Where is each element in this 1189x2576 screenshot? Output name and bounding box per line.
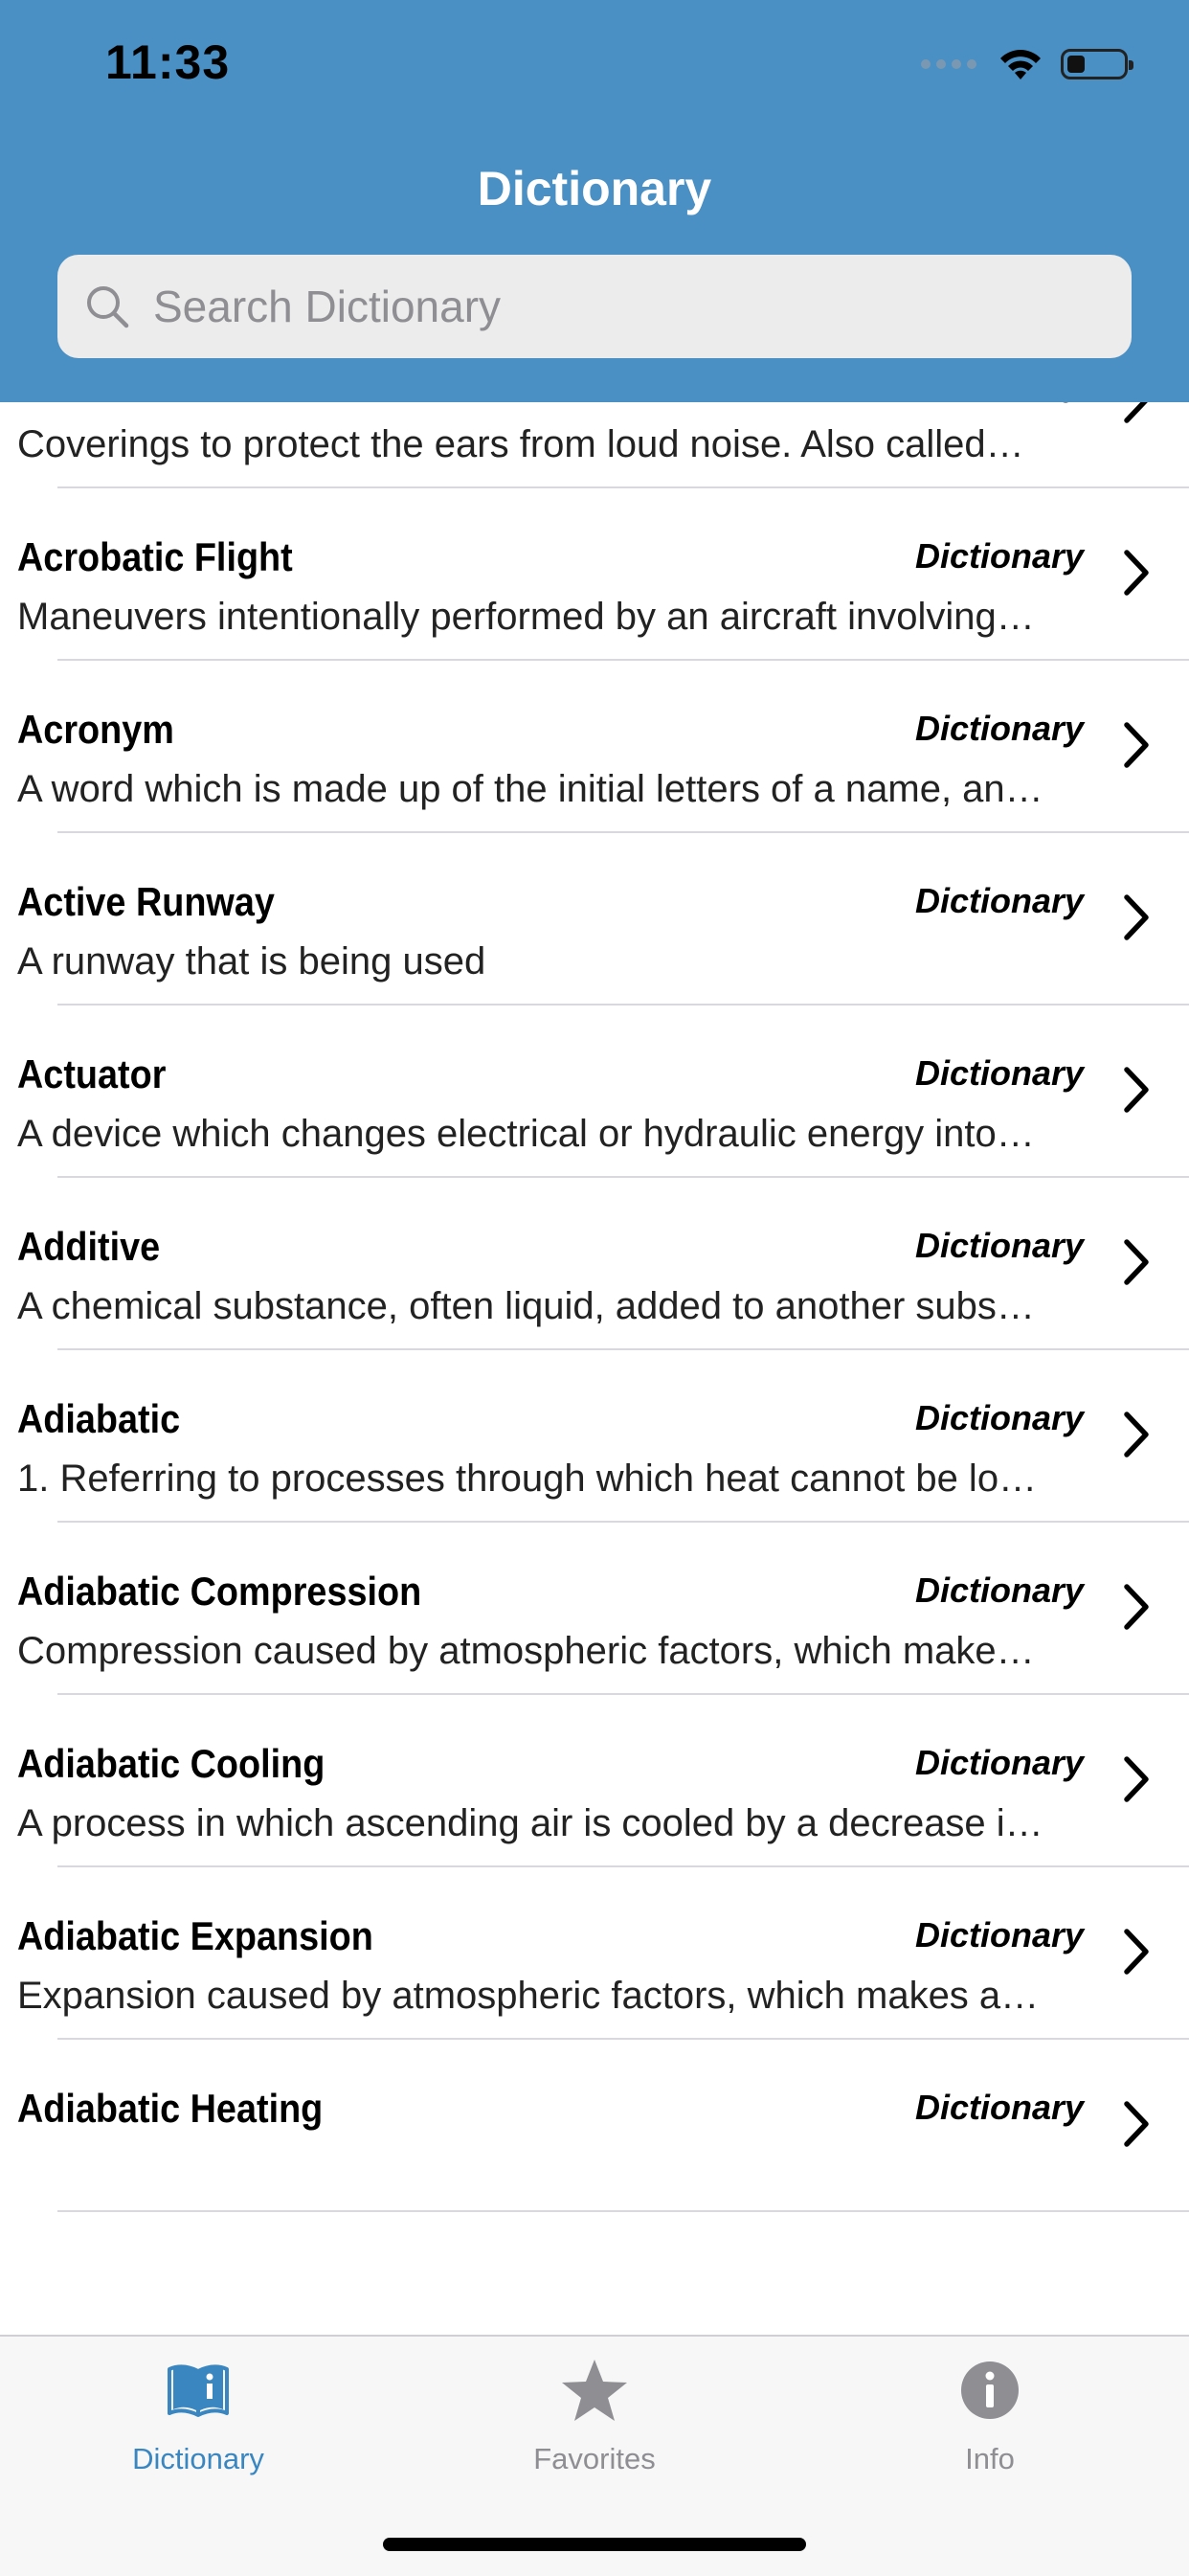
entry-source: Dictionary xyxy=(914,1053,1084,1093)
tab-label: Dictionary xyxy=(132,2442,264,2475)
chevron-right-icon xyxy=(1122,1927,1151,1977)
page-title: Dictionary xyxy=(477,162,712,215)
dictionary-list-content xyxy=(0,144,1189,2212)
entry-source: Dictionary xyxy=(914,1915,1084,1955)
entry-definition: A device which changes electrical or hydraulic energy into… xyxy=(17,1113,1035,1155)
chevron-right-icon xyxy=(1122,1237,1151,1287)
chevron-right-icon xyxy=(1122,2099,1151,2149)
tab-label: Favorites xyxy=(533,2442,656,2475)
entry-term: Adiabatic xyxy=(17,1396,181,1441)
entry-term: Actuator xyxy=(17,1051,167,1096)
entry-source: Dictionary xyxy=(914,1743,1084,1782)
entry-term: Adiabatic Cooling xyxy=(17,1741,325,1786)
chevron-right-icon xyxy=(1122,1582,1151,1632)
entry-source: Dictionary xyxy=(914,2088,1084,2127)
search-icon xyxy=(82,282,132,331)
entry-source: Dictionary xyxy=(914,1226,1084,1265)
star-icon xyxy=(560,2356,629,2425)
entry-term: Active Runway xyxy=(17,879,275,924)
entry-source: Dictionary xyxy=(914,536,1084,576)
list-item[interactable] xyxy=(0,1523,1189,1695)
home-indicator[interactable] xyxy=(383,2538,806,2551)
entry-definition: A runway that is being used xyxy=(17,940,486,983)
list-item[interactable] xyxy=(0,661,1189,833)
chevron-right-icon xyxy=(1122,893,1151,942)
list-item[interactable] xyxy=(0,1867,1189,2040)
info-icon xyxy=(955,2356,1024,2425)
list-item[interactable] xyxy=(0,1006,1189,1178)
chevron-right-icon xyxy=(1122,548,1151,598)
search-input[interactable] xyxy=(151,280,1132,333)
entry-definition: 1. Referring to processes through which heat cannot be lo… xyxy=(17,1457,1038,1500)
cellular-signal-icon xyxy=(921,59,976,69)
list-item[interactable] xyxy=(0,1178,1189,1350)
entry-definition: A word which is made up of the initial letters of a name, an… xyxy=(17,768,1043,810)
entry-source: Dictionary xyxy=(914,1398,1084,1437)
entry-definition: Maneuvers intentionally performed by an aircraft involving… xyxy=(17,596,1035,638)
tab-label: Info xyxy=(965,2442,1015,2475)
entry-term: Adiabatic Compression xyxy=(17,1569,422,1614)
navigation-header xyxy=(0,0,1189,402)
chevron-right-icon xyxy=(1122,1754,1151,1804)
entry-term: Acrobatic Flight xyxy=(17,534,293,579)
entry-definition: A chemical substance, often liquid, added to another subs… xyxy=(17,1285,1035,1327)
entry-term: Adiabatic Expansion xyxy=(17,1913,373,1958)
chevron-right-icon xyxy=(1122,1065,1151,1115)
chevron-right-icon xyxy=(1122,720,1151,770)
status-time: 11:33 xyxy=(105,35,231,89)
search-bar[interactable] xyxy=(57,255,1132,358)
chevron-right-icon xyxy=(1122,1410,1151,1459)
entry-definition: Expansion caused by atmospheric factors, which makes a… xyxy=(17,1975,1040,2017)
entry-definition: Compression caused by atmospheric factors, which make… xyxy=(17,1630,1035,1672)
book-info-icon xyxy=(164,2356,233,2425)
entry-definition: Coverings to protect the ears from loud noise. Also called… xyxy=(17,423,1024,465)
entry-source: Dictionary xyxy=(914,709,1084,748)
dictionary-list[interactable] xyxy=(0,230,1189,2337)
wifi-icon xyxy=(996,45,1045,83)
entry-term: Adiabatic Heating xyxy=(17,2086,324,2131)
list-item[interactable] xyxy=(0,488,1189,661)
battery-icon xyxy=(1061,49,1128,79)
tab-dictionary[interactable] xyxy=(55,2356,342,2476)
list-item[interactable] xyxy=(0,833,1189,1006)
entry-source: Dictionary xyxy=(914,1570,1084,1610)
list-item[interactable] xyxy=(0,1350,1189,1523)
entry-definition: A process in which ascending air is cooled by a decrease i… xyxy=(17,1802,1043,1844)
entry-source: Dictionary xyxy=(914,881,1084,920)
tab-favorites[interactable] xyxy=(451,2356,738,2476)
tab-info[interactable] xyxy=(846,2356,1133,2476)
status-icons xyxy=(921,40,1128,88)
entry-term: Additive xyxy=(17,1224,161,1269)
entry-term: Acronym xyxy=(17,707,174,752)
list-item[interactable] xyxy=(0,1695,1189,1867)
list-item[interactable] xyxy=(0,2040,1189,2212)
